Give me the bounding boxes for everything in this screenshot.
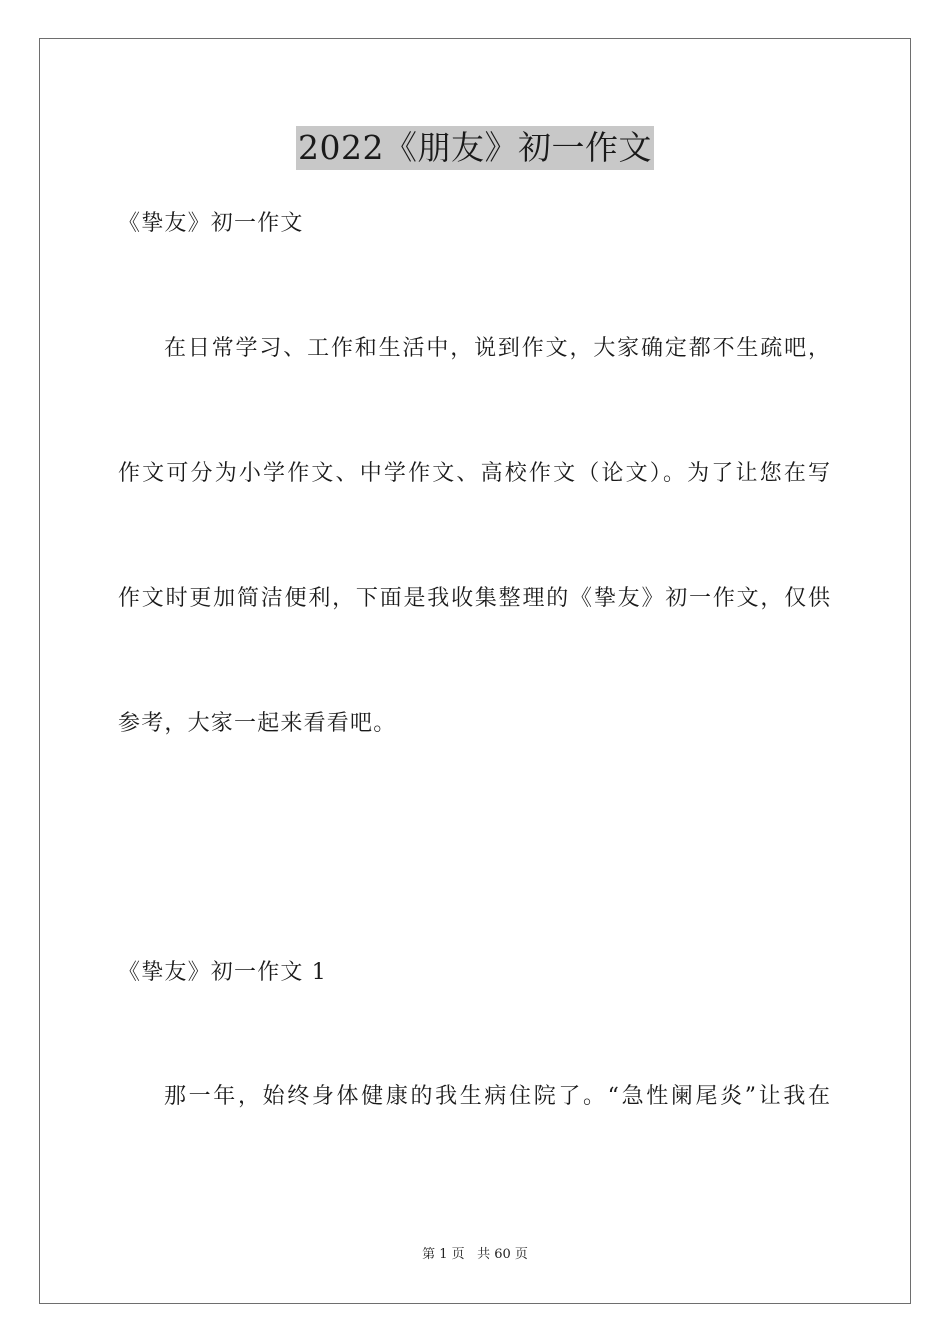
paragraph-1-line-4: 参考，大家一起来看看吧。	[118, 711, 397, 736]
document-title-text: 2022《朋友》初一作文	[296, 126, 654, 170]
page-total: 共 60 页	[477, 1247, 528, 1262]
paragraph-1-line-2: 作文可分为小学作文、中学作文、高校作文（论文）。为了让您在写	[118, 461, 830, 486]
paragraph-1-line-3: 作文时更加简洁便利，下面是我收集整理的《挚友》初一作文，仅供	[118, 586, 830, 611]
section-heading-1: 《挚友》初一作文 1	[118, 960, 327, 985]
page-footer	[0, 1246, 950, 1264]
paragraph-2-line-1: 那一年，始终身体健康的我生病住院了。“急性阑尾炎”让我在	[164, 1084, 830, 1109]
paragraph-1-line-1: 在日常学习、工作和生活中，说到作文，大家确定都不生疏吧，	[164, 336, 830, 361]
document-title	[0, 126, 950, 170]
subtitle: 《挚友》初一作文	[118, 211, 304, 236]
page-number: 第 1 页	[422, 1247, 465, 1262]
